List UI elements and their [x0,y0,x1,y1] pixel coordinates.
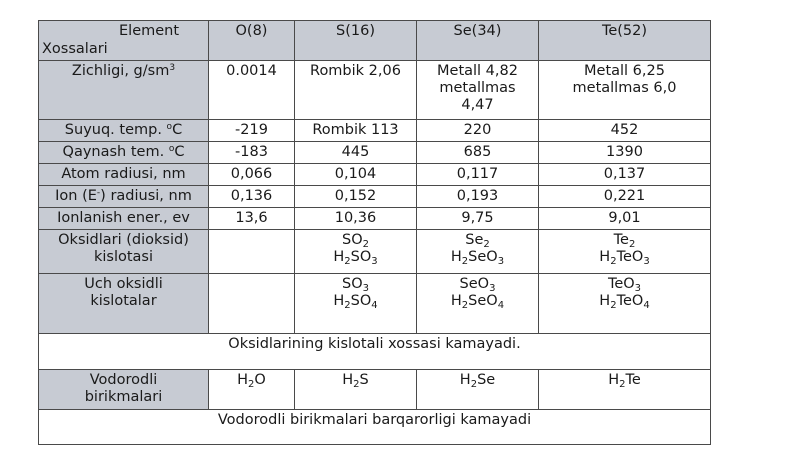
hydrogen-row [39,370,711,410]
melting-sulfur: Rombik 113 [295,120,417,142]
boiling-oxygen: -183 [209,142,295,164]
trioxide-tellurium [539,274,711,334]
boiling-label-unit: C [174,144,185,160]
trioxide-oxygen [209,274,295,334]
hydrogen-label-line: birikmalari [84,389,163,405]
density-sulfur: Rombik 2,06 [295,61,417,120]
atom-radius-sulfur: 0,104 [295,164,417,186]
element-properties-table [38,20,711,445]
density-tellurium-line: Metall 6,25 [584,63,665,79]
atom-radius-label: Atom radiusi, nm [39,164,209,186]
hydrogen-selenium: $H_2Se$ [417,370,539,410]
atom-radius-oxygen: 0,066 [209,164,295,186]
boiling-label-text: Qaynash tem. [62,144,169,160]
atom-radius-row [39,164,711,186]
ion-radius-sulfur: 0,152 [295,186,417,208]
boiling-label [39,142,209,164]
ionization-label: Ionlanish ener., ev [39,208,209,230]
ion-radius-label-end: ) radiusi, nm [100,188,192,204]
trioxide-sulfur [295,274,417,334]
trioxide-label-line: kislotalar [90,293,157,309]
ion-radius-row [39,186,711,208]
dioxide-label [39,230,209,274]
boiling-sulfur: 445 [295,142,417,164]
hydrogen-tellurium: $H_2Te$ [539,370,711,410]
ionization-oxygen: 13,6 [209,208,295,230]
formula: $Se_2$ [465,232,490,250]
ionization-selenium: 9,75 [417,208,539,230]
oxide-trend-note: Oksidlarining kislotali xossasi kamayadi. [39,334,711,370]
formula: $SO_2$ [342,232,369,250]
density-row [39,61,711,120]
dioxide-selenium [417,230,539,274]
density-selenium-line: Metall 4,82 [437,63,518,79]
melting-label [39,120,209,142]
atom-radius-selenium: 0,117 [417,164,539,186]
boiling-tellurium: 1390 [539,142,711,164]
trioxide-selenium [417,274,539,334]
dioxide-sulfur [295,230,417,274]
dioxide-label-line: Oksidlari (dioksid) [58,232,189,248]
ion-radius-tellurium: 0,221 [539,186,711,208]
ionization-row [39,208,711,230]
ion-radius-label [39,186,209,208]
element-header-label: Element [119,23,180,39]
formula: $SO_3$ [342,276,369,294]
melting-label-sup: o [166,122,173,132]
formula: $H_2SO_4$ [333,293,378,311]
ion-radius-label-start: Ion (E [55,188,97,204]
density-tellurium [539,61,711,120]
hydrogen-trend-note: Vodorodli birikmalari barqarorligi kamayadi [39,410,711,445]
properties-header-label: Xossalari [42,41,108,57]
dioxide-row [39,230,711,274]
density-selenium-line: 4,47 [461,97,494,113]
boiling-row [39,142,711,164]
melting-label-text: Suyuq. temp. [64,122,167,138]
ion-radius-label-sup: - [96,188,101,198]
density-selenium-line: metallmas [439,80,516,96]
melting-selenium: 220 [417,120,539,142]
melting-oxygen: -219 [209,120,295,142]
trioxide-label [39,274,209,334]
formula: $H_2SO_3$ [333,249,378,267]
formula: $H_2SeO_4$ [450,293,505,311]
atom-radius-tellurium: 0,137 [539,164,711,186]
melting-label-unit: C [172,122,183,138]
header-row [39,21,711,61]
hydrogen-sulfur: $H_2S$ [295,370,417,410]
hydrogen-label-line: Vodorodli [89,372,158,388]
boiling-label-sup: o [168,144,175,154]
melting-row [39,120,711,142]
dioxide-tellurium [539,230,711,274]
header-selenium: Se(34) [417,21,539,61]
trioxide-row [39,274,711,334]
dioxide-label-line: kislotasi [93,249,154,265]
formula: $Te_2$ [613,232,636,250]
hydrogen-label [39,370,209,410]
formula: $H_2TeO_4$ [599,293,650,311]
ion-radius-selenium: 0,193 [417,186,539,208]
ion-radius-oxygen: 0,136 [209,186,295,208]
formula: SeO$_3$ [459,276,496,294]
density-label-text: Zichligi, g/sm [71,63,170,79]
formula: $H_2SeO_3$ [450,249,505,267]
formula: TeO$_3$ [607,276,642,294]
header-tellurium: Te(52) [539,21,711,61]
trioxide-label-line: Uch oksidli [84,276,163,292]
density-tellurium-line: metallmas 6,0 [572,80,677,96]
header-sulfur: S(16) [295,21,417,61]
hydrogen-trend-row [39,410,711,445]
density-selenium [417,61,539,120]
formula: $H_2TeO_3$ [599,249,650,267]
boiling-selenium: 685 [417,142,539,164]
density-oxygen: 0.0014 [209,61,295,120]
density-label-sup: 3 [169,63,176,73]
ionization-sulfur: 10,36 [295,208,417,230]
melting-tellurium: 452 [539,120,711,142]
density-label [39,61,209,120]
hydrogen-oxygen: $H_2O$ [209,370,295,410]
header-oxygen: O(8) [209,21,295,61]
ionization-tellurium: 9,01 [539,208,711,230]
dioxide-oxygen [209,230,295,274]
corner-header-cell [39,21,209,61]
oxide-trend-row [39,334,711,370]
